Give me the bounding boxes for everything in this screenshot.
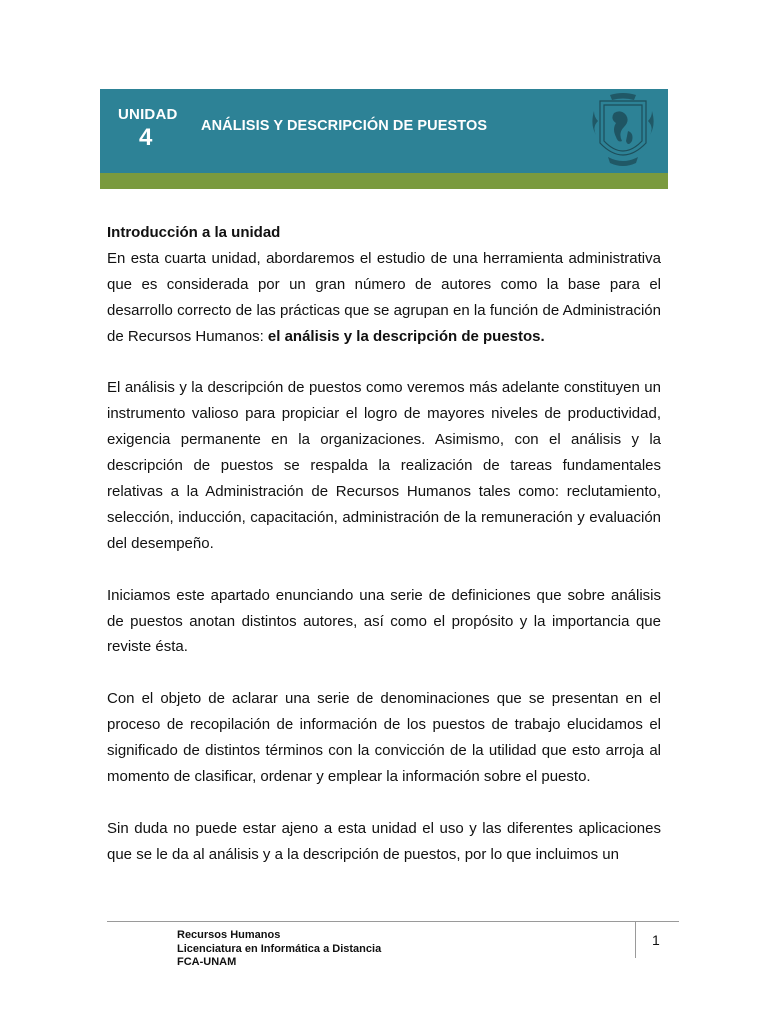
header-accent-stripe xyxy=(100,173,668,189)
paragraph-1-emphasis: el análisis y la descripción de puestos. xyxy=(267,327,545,345)
paragraph-2: El análisis y la descripción de puestos como veremos más adelante constituyen un instrumento valioso para propiciar el logro de mayores niveles de productividad, exigencia permanente en la organizaciones. Asimismo, con el análisis y la descripción de puestos se respalda la realización de tareas fundamentales relativas a la Administración de Recursos Humanos tales como: reclutamiento, selección, inducción, capacitación, administración de la remuneración y evaluación del desempeño. xyxy=(107,379,661,552)
paragraph-1 xyxy=(107,246,661,350)
page-number: 1 xyxy=(652,932,660,948)
paragraph-5: Sin duda no puede estar ajeno a esta unidad el uso y las diferentes aplicaciones que se le da al análisis y a la descripción de puestos, por lo que incluimos un xyxy=(107,819,661,863)
paragraph-3: Iniciamos este apartado enunciando una serie de definiciones que sobre análisis de puestos anotan distintos autores, así como el propósito y la importancia que reviste ésta. xyxy=(107,586,661,656)
footer-institution: FCA-UNAM xyxy=(177,956,237,968)
unit-label: UNIDAD xyxy=(118,106,178,123)
unit-number: 4 xyxy=(139,124,153,151)
footer-divider xyxy=(107,921,679,922)
unam-seal-icon xyxy=(588,91,658,171)
footer-program: Licenciatura en Informática a Distancia xyxy=(177,942,382,955)
unit-title: ANÁLISIS Y DESCRIPCIÓN DE PUESTOS xyxy=(201,118,488,134)
paragraph-1-text: En esta cuarta unidad, abordaremos el estudio de una herramienta administrativa que es considerada por un gran número de autores como la base para el desarrollo correcto de las prácticas que se agrupan en la función de Administración de Recursos Humanos: xyxy=(107,249,661,345)
section-heading: Introducción a la unidad xyxy=(107,224,281,241)
footer-course: Recursos Humanos xyxy=(177,929,281,941)
footer-credits xyxy=(177,929,381,970)
footer-page-divider xyxy=(635,922,636,958)
paragraph-4: Con el objeto de aclarar una serie de denominaciones que se presentan en el proceso de recopilación de información de los puestos de trabajo elucidamos el significado de distintos términos con la convicción de la utilidad que esto arroja al momento de clasificar, ordenar y emplear la información sobre el puesto. xyxy=(107,690,661,785)
unit-introduction xyxy=(107,220,661,893)
